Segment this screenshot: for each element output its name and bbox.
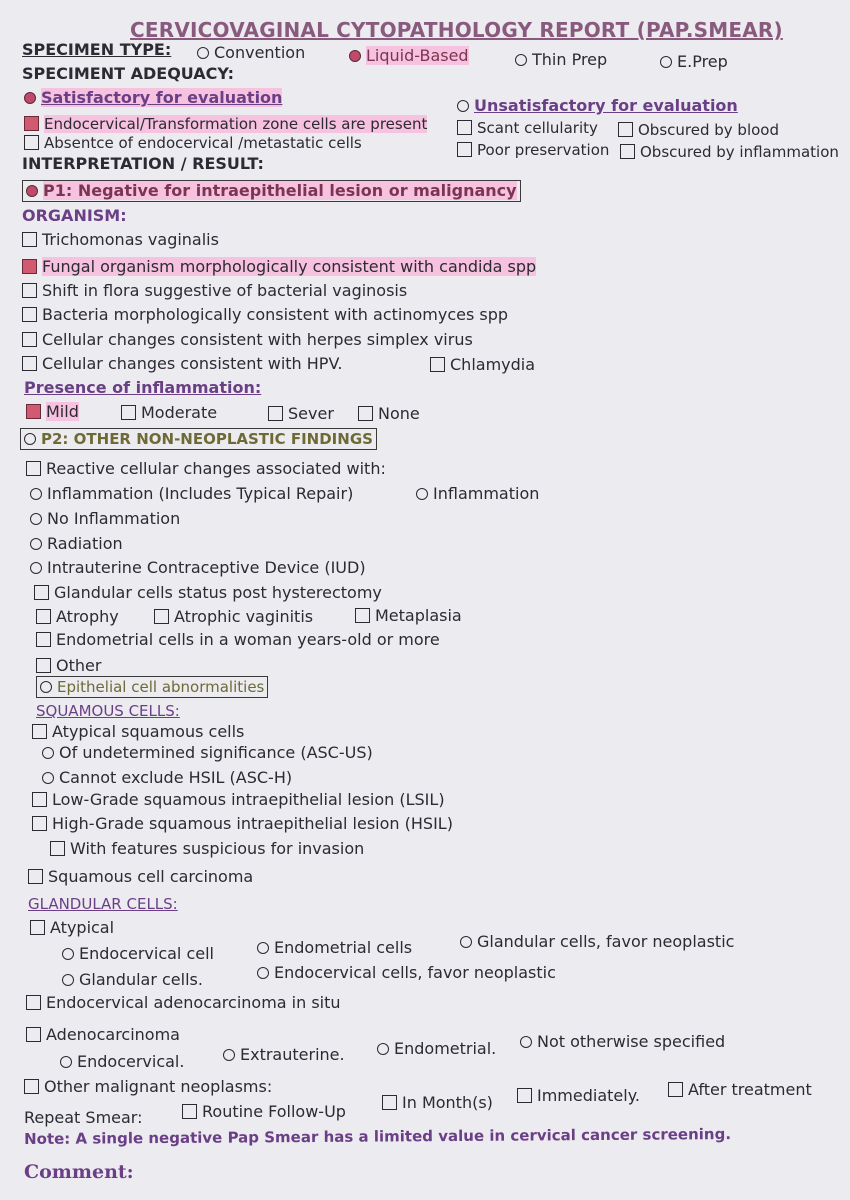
radio-selected-icon (24, 92, 36, 104)
atrophy-checkbox[interactable]: Atrophy (36, 607, 119, 627)
trichomonas-checkbox[interactable]: Trichomonas vaginalis (22, 230, 219, 250)
checkbox-icon (24, 135, 39, 150)
interpretation-label: INTERPRETATION / RESULT: (22, 154, 264, 173)
satisfactory-option[interactable]: Satisfactory for evaluation (24, 88, 282, 108)
radio-icon (30, 562, 42, 574)
endometrial-cells-option[interactable]: Endometrial cells (257, 938, 412, 958)
checkbox-icon (355, 608, 370, 623)
specimen-convention[interactable]: Convention (197, 43, 305, 63)
radio-icon (257, 967, 269, 979)
checkbox-icon (34, 585, 49, 600)
checkbox-checked-icon (22, 259, 37, 274)
repeat-smear-label: Repeat Smear: (24, 1108, 143, 1127)
asc-h-option[interactable]: Cannot exclude HSIL (ASC-H) (42, 768, 292, 788)
organism-label: ORGANISM: (22, 206, 127, 225)
endometrial-adeno-option[interactable]: Endometrial. (377, 1039, 496, 1059)
asc-us-option[interactable]: Of undetermined significance (ASC-US) (42, 743, 373, 763)
squamous-cells-label: SQUAMOUS CELLS: (36, 702, 180, 720)
p2-option[interactable]: P2: OTHER NON-NEOPLASTIC FINDINGS (20, 428, 377, 450)
obscured-blood-checkbox[interactable]: Obscured by blood (618, 120, 779, 140)
comment-label: Comment: (24, 1161, 134, 1183)
checkbox-icon (26, 995, 41, 1010)
checkbox-icon (268, 406, 283, 421)
endocervical-absence-checkbox[interactable]: Absentce of endocervical /metastatic cells (24, 133, 362, 153)
inflammation-repair-option[interactable]: Inflammation (Includes Typical Repair) (30, 484, 353, 504)
checkbox-icon (50, 841, 65, 856)
inflammation-moderate-checkbox[interactable]: Moderate (121, 403, 217, 423)
inflammation-mild-checkbox[interactable]: Mild (26, 402, 79, 422)
reactive-changes-checkbox[interactable]: Reactive cellular changes associated with: (26, 459, 386, 479)
radio-icon (660, 56, 672, 68)
checkbox-icon (620, 144, 635, 159)
radio-icon (40, 681, 52, 693)
bacterial-vaginosis-checkbox[interactable]: Shift in flora suggestive of bacterial vaginosis (22, 281, 407, 301)
checkbox-icon (22, 332, 37, 347)
checkbox-icon (26, 1027, 41, 1042)
checkbox-icon (668, 1082, 683, 1097)
radio-icon (30, 538, 42, 550)
checkbox-checked-icon (24, 116, 39, 131)
adenocarcinoma-in-situ-checkbox[interactable]: Endocervical adenocarcinoma in situ (26, 993, 341, 1013)
checkbox-icon (382, 1095, 397, 1110)
nos-option[interactable]: Not otherwise specified (520, 1032, 725, 1052)
checkbox-icon (32, 792, 47, 807)
iud-option[interactable]: Intrauterine Contraceptive Device (IUD) (30, 558, 366, 578)
checkbox-icon (121, 405, 136, 420)
in-months-checkbox[interactable]: In Month(s) (382, 1093, 493, 1113)
checkbox-icon (36, 658, 51, 673)
checkbox-icon (457, 120, 472, 135)
radio-icon (257, 942, 269, 954)
checkbox-icon (358, 406, 373, 421)
checkbox-icon (182, 1104, 197, 1119)
hpv-checkbox[interactable]: Cellular changes consistent with HPV. (22, 354, 342, 374)
immediately-checkbox[interactable]: Immediately. (517, 1086, 640, 1106)
other-checkbox[interactable]: Other (36, 656, 101, 676)
extrauterine-option[interactable]: Extrauterine. (223, 1045, 345, 1065)
inflammation-label: Presence of inflammation: (24, 378, 262, 397)
radio-icon (24, 433, 36, 445)
radio-icon (515, 54, 527, 66)
glandular-cells-option[interactable]: Glandular cells. (62, 970, 203, 990)
glandular-favor-neoplastic-option[interactable]: Glandular cells, favor neoplastic (460, 932, 734, 952)
radio-icon (457, 100, 469, 112)
radio-icon (416, 488, 428, 500)
page-title: CERVICOVAGINAL CYTOPATHOLOGY REPORT (PAP.SMEAR) (130, 18, 783, 42)
atrophic-vaginitis-checkbox[interactable]: Atrophic vaginitis (154, 607, 313, 627)
p1-negative-option[interactable]: P1: Negative for intraepithelial lesion or malignancy (22, 180, 521, 202)
checkbox-icon (517, 1088, 532, 1103)
endocervical-present-checkbox[interactable]: Endocervical/Transformation zone cells are present (24, 114, 427, 134)
chlamydia-checkbox[interactable]: Chlamydia (430, 355, 535, 375)
checkbox-icon (22, 232, 37, 247)
checkbox-icon (22, 283, 37, 298)
atypical-checkbox[interactable]: Atypical (30, 918, 114, 938)
checkbox-icon (30, 920, 45, 935)
checkbox-icon (22, 356, 37, 371)
checkbox-icon (36, 609, 51, 624)
epithelial-abnormalities-option[interactable]: Epithelial cell abnormalities (36, 676, 268, 698)
after-treatment-checkbox[interactable]: After treatment (668, 1080, 812, 1100)
radio-icon (460, 936, 472, 948)
radio-icon (520, 1036, 532, 1048)
checkbox-icon (32, 724, 47, 739)
other-malignant-checkbox[interactable]: Other malignant neoplasms: (24, 1077, 272, 1097)
glandular-post-hysterectomy-checkbox[interactable]: Glandular cells status post hysterectomy (34, 583, 382, 603)
unsatisfactory-option[interactable]: Unsatisfactory for evaluation (457, 96, 738, 116)
radiation-option[interactable]: Radiation (30, 534, 123, 554)
metaplasia-checkbox[interactable]: Metaplasia (355, 606, 462, 626)
checkbox-icon (618, 122, 633, 137)
checkbox-icon (32, 816, 47, 831)
adenocarcinoma-checkbox[interactable]: Adenocarcinoma (26, 1025, 180, 1045)
routine-followup-checkbox[interactable]: Routine Follow-Up (182, 1102, 346, 1122)
glandular-cells-label: GLANDULAR CELLS: (28, 895, 178, 913)
candida-checkbox[interactable]: Fungal organism morphologically consistent with candida spp (22, 257, 536, 277)
hsil-checkbox[interactable]: High-Grade squamous intraepithelial lesion (HSIL) (32, 814, 453, 834)
note-text: Note: A single negative Pap Smear has a limited value in cervical cancer screening. (24, 1125, 732, 1148)
radio-icon (62, 948, 74, 960)
checkbox-icon (430, 357, 445, 372)
radio-icon (60, 1056, 72, 1068)
inflammation-sever-checkbox[interactable]: Sever (268, 404, 334, 424)
specimen-liquid-based[interactable]: Liquid-Based (349, 46, 469, 66)
checkbox-icon (26, 461, 41, 476)
radio-icon (42, 747, 54, 759)
scant-cellularity-checkbox[interactable]: Scant cellularity (457, 118, 598, 138)
radio-selected-icon (349, 50, 361, 62)
checkbox-checked-icon (26, 404, 41, 419)
endocervical-option[interactable]: Endocervical. (60, 1052, 184, 1072)
checkbox-icon (22, 307, 37, 322)
herpes-checkbox[interactable]: Cellular changes consistent with herpes simplex virus (22, 330, 473, 350)
checkbox-icon (154, 609, 169, 624)
lsil-checkbox[interactable]: Low-Grade squamous intraepithelial lesion (LSIL) (32, 790, 445, 810)
radio-selected-icon (26, 185, 38, 197)
inflammation-none-checkbox[interactable]: None (358, 404, 420, 424)
specimen-adequacy-label: SPECIMENT ADEQUACY: (22, 64, 235, 83)
checkbox-icon (457, 142, 472, 157)
radio-icon (377, 1043, 389, 1055)
invasion-checkbox[interactable]: With features suspicious for invasion (50, 839, 364, 859)
actinomyces-checkbox[interactable]: Bacteria morphologically consistent with actinomyces spp (22, 305, 508, 325)
endocervical-favor-neoplastic-option[interactable]: Endocervical cells, favor neoplastic (257, 963, 556, 983)
radio-icon (197, 47, 209, 59)
endometrial-cells-checkbox[interactable]: Endometrial cells in a woman years-old or more (36, 630, 440, 650)
checkbox-icon (28, 869, 43, 884)
specimen-e-prep[interactable]: E.Prep (660, 52, 728, 72)
poor-preservation-checkbox[interactable]: Poor preservation (457, 140, 609, 160)
inflammation-option[interactable]: Inflammation (416, 484, 539, 504)
atypical-squamous-checkbox[interactable]: Atypical squamous cells (32, 722, 244, 742)
no-inflammation-option[interactable]: No Inflammation (30, 509, 180, 529)
endocervical-cell-option[interactable]: Endocervical cell (62, 944, 214, 964)
radio-icon (62, 974, 74, 986)
radio-icon (42, 772, 54, 784)
radio-icon (30, 488, 42, 500)
checkbox-icon (36, 632, 51, 647)
specimen-type-label: SPECIMEN TYPE: (22, 40, 172, 59)
radio-icon (30, 513, 42, 525)
checkbox-icon (24, 1079, 39, 1094)
obscured-inflammation-checkbox[interactable]: Obscured by inflammation (620, 142, 839, 162)
scc-checkbox[interactable]: Squamous cell carcinoma (28, 867, 253, 887)
radio-icon (223, 1049, 235, 1061)
specimen-thin-prep[interactable]: Thin Prep (515, 50, 607, 70)
